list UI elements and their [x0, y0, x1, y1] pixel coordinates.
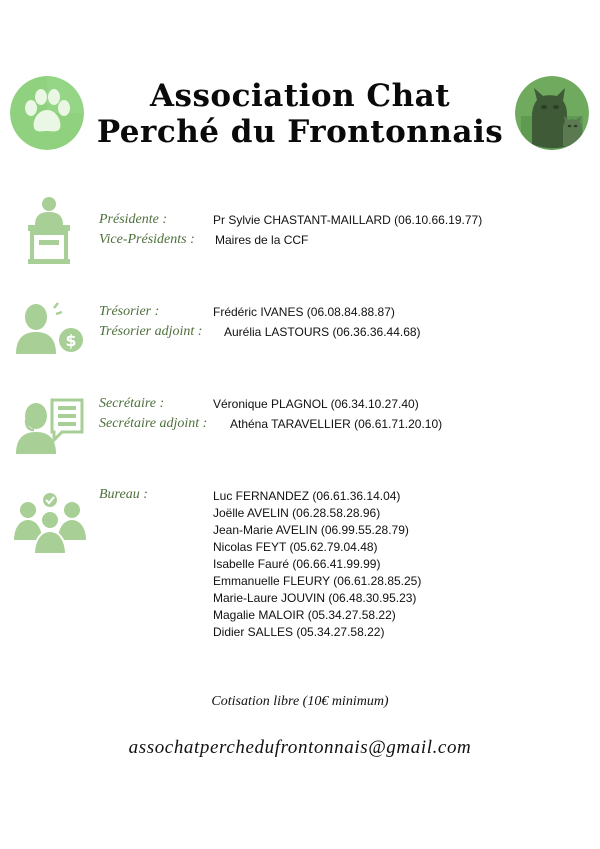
role-label: Secrétaire : [99, 396, 165, 411]
role-label: Présidente : [99, 212, 168, 227]
treasurer-dollar-icon [14, 300, 86, 356]
team-group-icon [14, 492, 86, 554]
role-label: Secrétaire adjoint : [99, 416, 208, 431]
list-item: Emmanuelle FLEURY (06.61.28.85.25) [213, 574, 422, 588]
list-item: Isabelle Fauré (06.66.41.99.99) [213, 557, 381, 571]
member-name: Pr Sylvie CHASTANT-MAILLARD (06.10.66.19.77) [213, 213, 483, 227]
cotisation-note: Cotisation libre (10€ minimum) [211, 694, 389, 709]
list-item: Joëlle AVELIN (06.28.58.28.96) [213, 506, 381, 520]
podium-speaker-icon [25, 195, 73, 265]
title-line-2: Perché du Frontonnais [96, 114, 504, 150]
role-label: Trésorier adjoint : [99, 324, 203, 339]
member-name: Athéna TARAVELLIER (06.61.71.20.10) [230, 417, 443, 431]
role-label: Bureau : [99, 487, 148, 502]
list-item: Magalie MALOIR (05.34.27.58.22) [213, 608, 396, 622]
page-title [85, 78, 515, 150]
member-name: Véronique PLAGNOL (06.34.10.27.40) [213, 397, 419, 411]
role-label: Vice-Présidents : [99, 232, 195, 247]
list-item: Luc FERNANDEZ (06.61.36.14.04) [213, 489, 401, 503]
role-label: Trésorier : [99, 304, 160, 319]
cats-icon [515, 76, 589, 150]
list-item: Marie-Laure JOUVIN (06.48.30.95.23) [213, 591, 417, 605]
list-item: Jean-Marie AVELIN (06.99.55.28.79) [213, 523, 409, 537]
secretary-document-icon [14, 396, 86, 454]
list-item: Nicolas FEYT (05.62.79.04.48) [213, 540, 378, 554]
title-line-1: Association Chat [149, 78, 451, 114]
member-name: Aurélia LASTOURS (06.36.36.44.68) [224, 325, 421, 339]
contact-email[interactable]: assochatperchedufrontonnais@gmail.com [128, 737, 472, 758]
member-name: Frédéric IVANES (06.08.84.88.87) [213, 305, 395, 319]
bureau-member-list [213, 488, 421, 641]
svg-text:$: $ [65, 331, 77, 350]
list-item: Didier SALLES (05.34.27.58.22) [213, 625, 385, 639]
paw-icon [10, 76, 84, 150]
member-name: Maires de la CCF [215, 233, 309, 247]
